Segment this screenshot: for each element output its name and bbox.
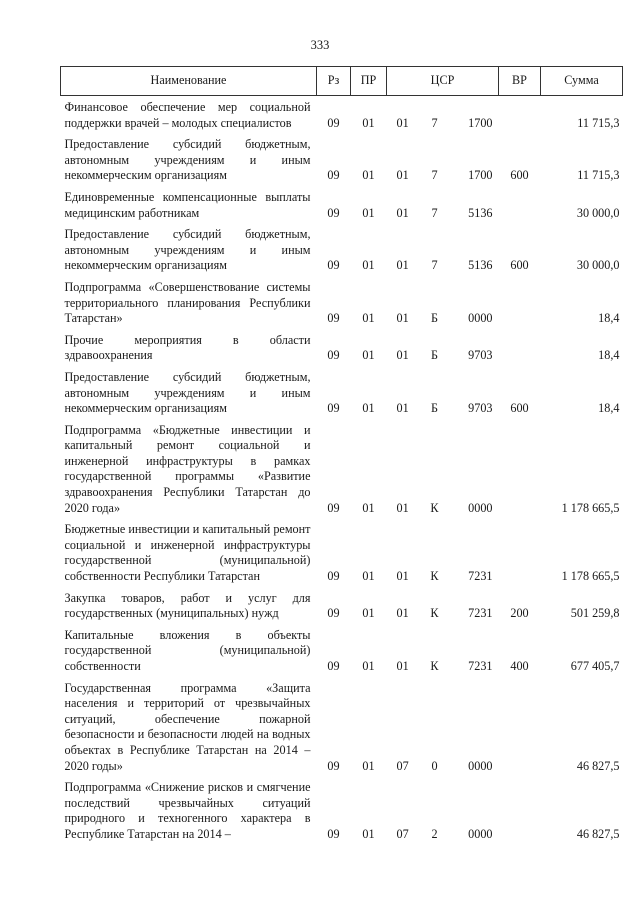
- row-vr: [499, 518, 541, 586]
- row-vr: 600: [510, 168, 529, 183]
- page-number: 333: [310, 38, 330, 52]
- row-name: Прочие мероприятия в области здравоохранения: [64, 332, 311, 363]
- row-csr-part-3: 7231: [468, 606, 493, 621]
- row-pr: 01: [362, 205, 375, 220]
- table-row: [61, 624, 623, 677]
- row-name: Подпрограмма «Бюджетные инвестиции и капитальный ремонт социальной и инженерной инфраструктуры в рамках государственной программы «Развитие здравоохранения Республики Татарстан до 2020 года»: [64, 422, 311, 515]
- row-csr-part-2: К: [430, 659, 439, 673]
- row-rz: 09: [327, 500, 340, 515]
- row-csr-part-2: Б: [431, 348, 438, 363]
- row-rz: 09: [327, 401, 340, 416]
- row-csr-part-1: 01: [396, 606, 409, 621]
- row-csr: [387, 587, 499, 624]
- row-pr: 01: [362, 168, 375, 183]
- row-csr-part-1: 01: [396, 401, 409, 416]
- row-pr: 01: [362, 606, 375, 621]
- row-name: Капитальные вложения в объекты государственной (муниципальной) собственности: [64, 627, 311, 673]
- row-name: Предоставление субсидий бюджетным, автономным учреждениям и иным некоммерческим организациям: [64, 369, 311, 416]
- row-sum: 30 000,0: [576, 205, 620, 220]
- row-csr-part-2: 7: [431, 205, 438, 220]
- row-pr: 01: [362, 115, 375, 130]
- row-name: Закупка товаров, работ и услуг для государственных (муниципальных) нужд: [64, 590, 311, 621]
- row-csr-part-2: Б: [431, 311, 438, 326]
- row-csr: [387, 518, 499, 586]
- row-csr-part-2: 2: [431, 826, 438, 841]
- row-csr: [387, 366, 499, 419]
- row-sum: 30 000,0: [576, 258, 620, 273]
- row-rz: 09: [327, 258, 340, 273]
- row-pr: 01: [362, 258, 375, 273]
- table-row: [61, 518, 623, 586]
- row-pr: 01: [362, 758, 375, 773]
- row-csr: [387, 276, 499, 329]
- row-csr-part-3: 7231: [468, 569, 493, 584]
- budget-table: [60, 66, 623, 845]
- row-csr: [387, 419, 499, 519]
- row-csr: [387, 329, 499, 366]
- row-rz: 09: [327, 826, 340, 841]
- row-vr: [499, 677, 541, 777]
- row-name: Подпрограмма «Снижение рисков и смягчение последствий чрезвычайных ситуаций природного и техногенного характера в Республике Татарстан на 2014 –: [64, 780, 311, 841]
- row-name: Подпрограмма «Совершенствование системы территориального планирования Республики Татарстан»: [64, 279, 311, 326]
- row-sum: 18,4: [598, 311, 620, 326]
- row-sum: 46 827,5: [576, 826, 620, 841]
- row-vr: 400: [510, 659, 529, 673]
- table-row: [61, 419, 623, 519]
- table-row: [61, 133, 623, 186]
- row-sum: 1 178 665,5: [561, 500, 620, 515]
- row-rz: 09: [327, 569, 340, 584]
- row-csr-part-3: 0000: [468, 758, 493, 773]
- row-csr-part-1: 07: [396, 826, 409, 841]
- row-csr-part-1: 07: [396, 758, 409, 773]
- row-pr: 01: [362, 826, 375, 841]
- row-vr: [499, 776, 541, 844]
- header-sum: Сумма: [541, 67, 623, 96]
- row-csr: [387, 223, 499, 276]
- row-sum: 11 715,3: [577, 168, 620, 183]
- row-vr: 600: [510, 258, 529, 273]
- row-sum: 46 827,5: [576, 758, 620, 773]
- row-sum: 18,4: [598, 348, 620, 363]
- header-vr: ВР: [499, 67, 541, 96]
- table-row: [61, 587, 623, 624]
- table-row: [61, 223, 623, 276]
- header-pr: ПР: [351, 67, 387, 96]
- header-rz: Рз: [317, 67, 351, 96]
- row-sum: 18,4: [598, 401, 620, 416]
- row-csr-part-3: 5136: [468, 205, 493, 220]
- row-csr-part-3: 0000: [468, 500, 493, 515]
- row-csr-part-2: 7: [431, 258, 438, 273]
- row-csr-part-2: Б: [431, 401, 438, 416]
- row-rz: 09: [327, 606, 340, 621]
- row-vr: [499, 276, 541, 329]
- row-csr: [387, 624, 499, 677]
- table-row: [61, 96, 623, 134]
- row-rz: 09: [327, 348, 340, 363]
- row-vr: 600: [510, 401, 529, 416]
- row-csr-part-1: 01: [396, 569, 409, 584]
- row-csr: [387, 186, 499, 223]
- row-csr-part-3: 1700: [468, 115, 493, 130]
- row-csr-part-2: К: [430, 606, 439, 621]
- row-sum: 1 178 665,5: [561, 569, 620, 584]
- table-row: [61, 329, 623, 366]
- row-vr: 200: [510, 606, 529, 621]
- row-csr: [387, 776, 499, 844]
- row-vr: [499, 186, 541, 223]
- row-csr-part-1: 01: [396, 205, 409, 220]
- row-csr-part-2: 7: [431, 168, 438, 183]
- row-vr: [499, 96, 541, 134]
- table-row: [61, 776, 623, 844]
- row-pr: 01: [362, 348, 375, 363]
- row-csr-part-3: 0000: [468, 826, 493, 841]
- row-csr-part-1: 01: [396, 500, 409, 515]
- row-csr-part-1: 01: [396, 311, 409, 326]
- row-csr-part-2: К: [430, 569, 439, 584]
- row-vr: [499, 329, 541, 366]
- row-name: Бюджетные инвестиции и капитальный ремонт социальной и инженерной инфраструктуры государственной (муниципальной) собственности Республики Татарстан: [64, 522, 311, 584]
- table-row: [61, 276, 623, 329]
- row-name: Финансовое обеспечение мер социальной поддержки врачей – молодых специалистов: [64, 100, 311, 130]
- row-name: Предоставление субсидий бюджетным, автономным учреждениям и иным некоммерческим организациям: [64, 137, 311, 183]
- row-csr-part-1: 01: [396, 168, 409, 183]
- row-sum: 677 405,7: [570, 659, 620, 673]
- row-rz: 09: [327, 205, 340, 220]
- table-row: [61, 366, 623, 419]
- row-csr-part-3: 9703: [468, 348, 493, 363]
- row-csr-part-3: 1700: [468, 168, 493, 183]
- row-rz: 09: [327, 311, 340, 326]
- row-name: Единовременные компенсационные выплаты медицинским работникам: [64, 189, 311, 220]
- table-header-row: [61, 67, 623, 96]
- row-rz: 09: [327, 659, 340, 673]
- row-csr-part-2: К: [430, 500, 439, 515]
- header-csr: ЦСР: [387, 67, 499, 96]
- row-csr-part-2: 7: [431, 115, 438, 130]
- row-csr-part-1: 01: [396, 115, 409, 130]
- row-csr-part-3: 0000: [468, 311, 493, 326]
- row-csr: [387, 677, 499, 777]
- row-pr: 01: [362, 401, 375, 416]
- row-pr: 01: [362, 569, 375, 584]
- row-csr-part-1: 01: [396, 348, 409, 363]
- row-pr: 01: [362, 500, 375, 515]
- table-row: [61, 186, 623, 223]
- row-csr-part-3: 5136: [468, 258, 493, 273]
- table-row: [61, 677, 623, 777]
- row-vr: [499, 419, 541, 519]
- row-csr: [387, 96, 499, 134]
- row-name: Государственная программа «Защита населения и территорий от чрезвычайных ситуаций, обеспечение пожарной безопасности и безопасности людей на водных объектах в Республике Татарстан на 2014 – 2020 годы»: [64, 680, 311, 773]
- row-pr: 01: [362, 659, 375, 673]
- row-rz: 09: [327, 168, 340, 183]
- header-name: Наименование: [61, 67, 317, 96]
- row-rz: 09: [327, 758, 340, 773]
- row-csr-part-1: 01: [396, 258, 409, 273]
- row-sum: 11 715,3: [577, 115, 620, 130]
- row-csr-part-3: 7231: [468, 659, 493, 673]
- row-name: Предоставление субсидий бюджетным, автономным учреждениям и иным некоммерческим организациям: [64, 227, 311, 273]
- row-csr: [387, 133, 499, 186]
- row-csr-part-1: 01: [396, 659, 409, 673]
- row-rz: 09: [327, 115, 340, 130]
- row-csr-part-2: 0: [431, 758, 438, 773]
- row-sum: 501 259,8: [570, 606, 620, 621]
- row-csr-part-3: 9703: [468, 401, 493, 416]
- row-pr: 01: [362, 311, 375, 326]
